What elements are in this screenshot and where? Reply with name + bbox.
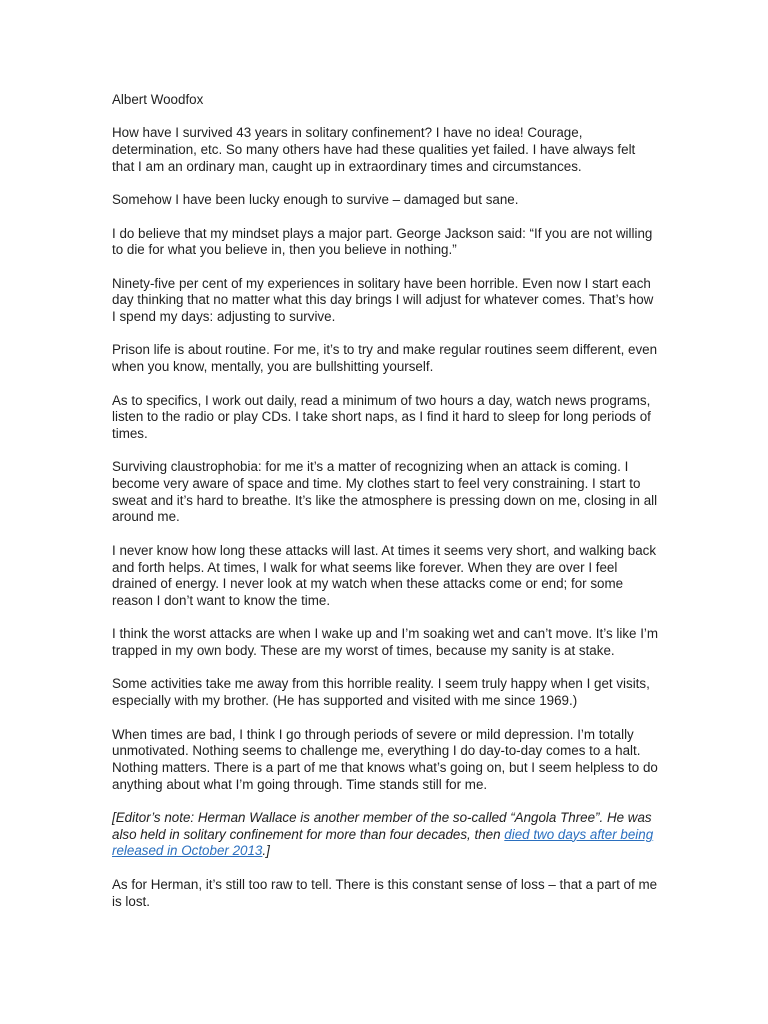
paragraph: Some activities take me away from this horrible reality. I seem truly happy when I get visits, especially with my brother. (He has supported and visited with me since 1969.) [112, 676, 650, 709]
document-body [112, 92, 660, 927]
editor-note-suffix: .] [262, 843, 270, 859]
paragraph: Surviving claustrophobia: for me it’s a matter of recognizing when an attack is coming. I become very aware of space and time. My clothes start to feel very constraining. I start to sweat and it’s hard to breathe. It’s like the atmosphere is pressing down on me, closing in all around me. [112, 459, 658, 525]
paragraph: Ninety-five per cent of my experiences in solitary have been horrible. Even now I start each day thinking that no matter what this day brings I will adjust for whatever comes. That’s how I spend my days: adjusting to survive. [112, 275, 654, 325]
author-name: Albert Woodfox [112, 92, 204, 107]
paragraph: As to specifics, I work out daily, read a minimum of two hours a day, watch news programs, listen to the radio or play CDs. I take short naps, as I find it hard to sleep for long periods of times. [112, 392, 651, 441]
paragraph: Prison life is about routine. For me, it’s to try and make regular routines seem different, even when you know, mentally, you are bullshitting yourself. [112, 342, 658, 375]
paragraph: Somehow I have been lucky enough to survive – damaged but sane. [112, 192, 519, 208]
editor-note-prefix: [Editor’s note: Herman Wallace is another member of the so-called “Angola Three”. He was also held in solitary confinement for more than four decades, then [112, 810, 652, 842]
paragraph: When times are bad, I think I go through periods of severe or mild depression. I’m totally unmotivated. Nothing seems to challenge me, everything I do day-to-day comes to a halt. Nothing matters. There is a part of me that knows what’s going on, but I seem helpless to do anything about what I’m going through. Time stands still for me. [112, 726, 658, 792]
closing-paragraph: As for Herman, it’s still too raw to tell. There is this constant sense of loss – that a part of me is lost. [112, 876, 658, 909]
editor-note-link[interactable]: died two days after being released in October 2013 [112, 826, 654, 859]
editor-note [112, 810, 660, 860]
paragraph: How have I survived 43 years in solitary confinement? I have no idea! Courage, determination, etc. So many others have had these qualities yet failed. I have always felt that I am an ordinary man, caught up in extraordinary times and circumstances. [112, 125, 636, 174]
paragraph: I think the worst attacks are when I wake up and I’m soaking wet and can’t move. It’s like I’m trapped in my own body. These are my worst of times, because my sanity is at stake. [112, 626, 659, 659]
paragraph: I do believe that my mindset plays a major part. George Jackson said: “If you are not willing to die for what you believe in, then you believe in nothing.” [112, 225, 653, 258]
paragraph: I never know how long these attacks will last. At times it seems very short, and walking back and forth helps. At times, I walk for what seems like forever. When they are over I feel drained of energy. I never look at my watch when these attacks come or end; for some reason I don’t want to know the time. [112, 542, 657, 608]
